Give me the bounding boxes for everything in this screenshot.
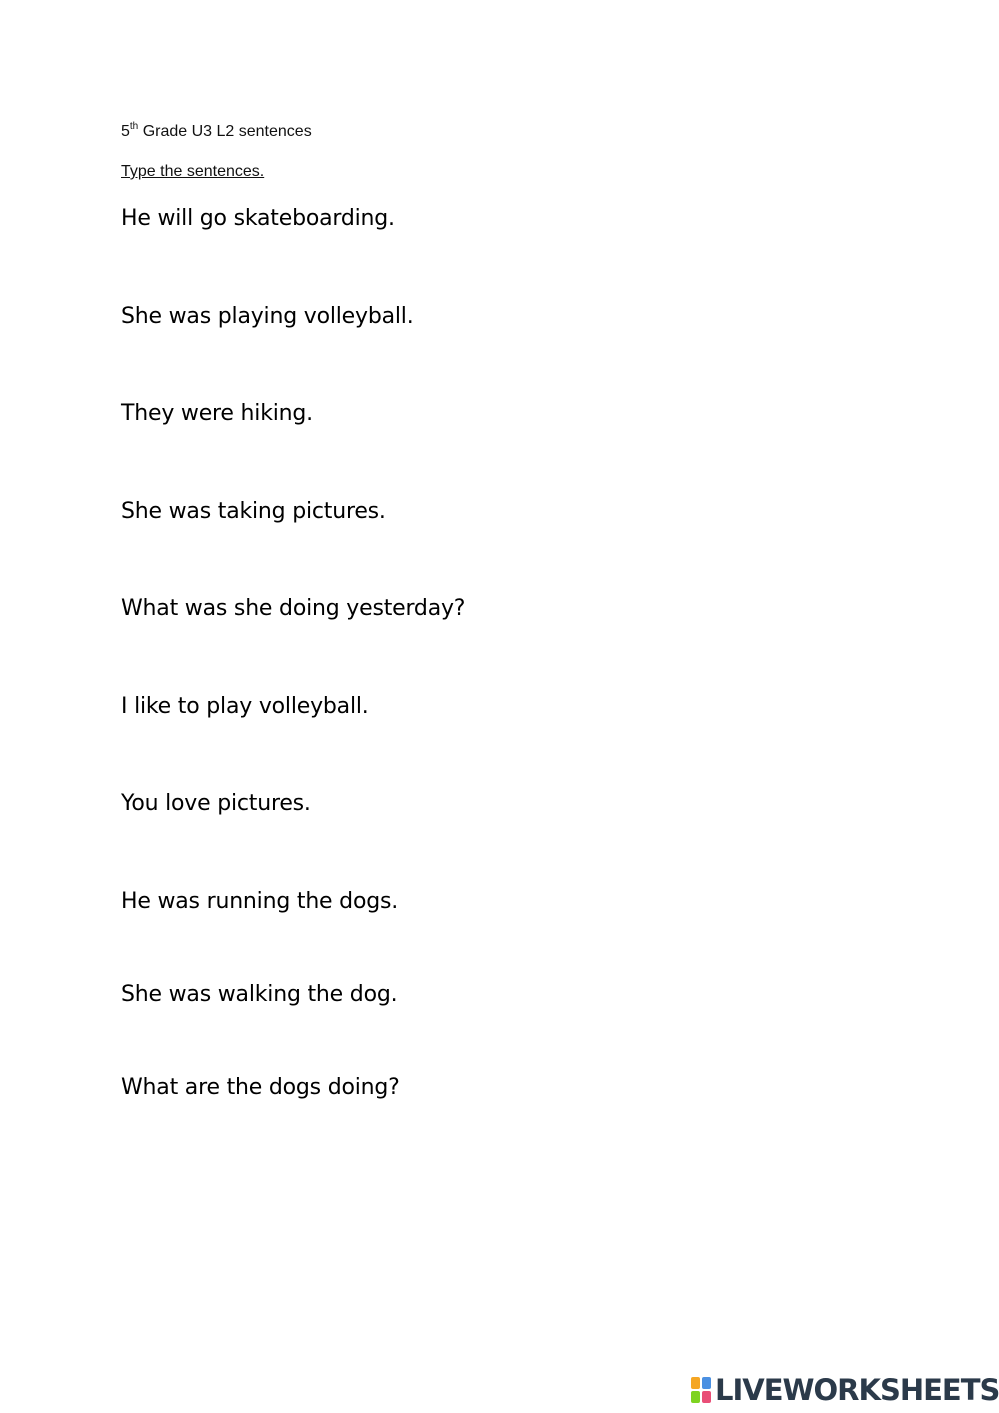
sentence-6: I like to play volleyball. (121, 694, 369, 719)
sentence-7: You love pictures. (121, 791, 311, 816)
title-rest: Grade U3 L2 sentences (138, 123, 312, 140)
logo-block (702, 1391, 711, 1403)
logo-block (691, 1391, 700, 1403)
logo-text: LIVEWORKSHEETS (715, 1373, 999, 1407)
grade-suffix: th (129, 120, 139, 132)
logo-blocks-icon (691, 1377, 711, 1403)
liveworksheets-logo (691, 1373, 999, 1407)
sentence-2: She was playing volleyball. (121, 304, 414, 329)
sentence-8: He was running the dogs. (121, 889, 399, 914)
sentence-5: What was she doing yesterday? (121, 596, 466, 621)
logo-block (702, 1377, 711, 1389)
sentence-3: They were hiking. (121, 401, 313, 426)
sentence-4: She was taking pictures. (121, 499, 386, 524)
grade-number: 5 (121, 123, 130, 140)
instruction-text: Type the sentences. (121, 163, 265, 180)
logo-block (691, 1377, 700, 1389)
sentence-1: He will go skateboarding. (121, 206, 395, 231)
worksheet-title (121, 122, 312, 142)
sentence-10: What are the dogs doing? (121, 1075, 400, 1100)
sentence-9: She was walking the dog. (121, 982, 398, 1007)
